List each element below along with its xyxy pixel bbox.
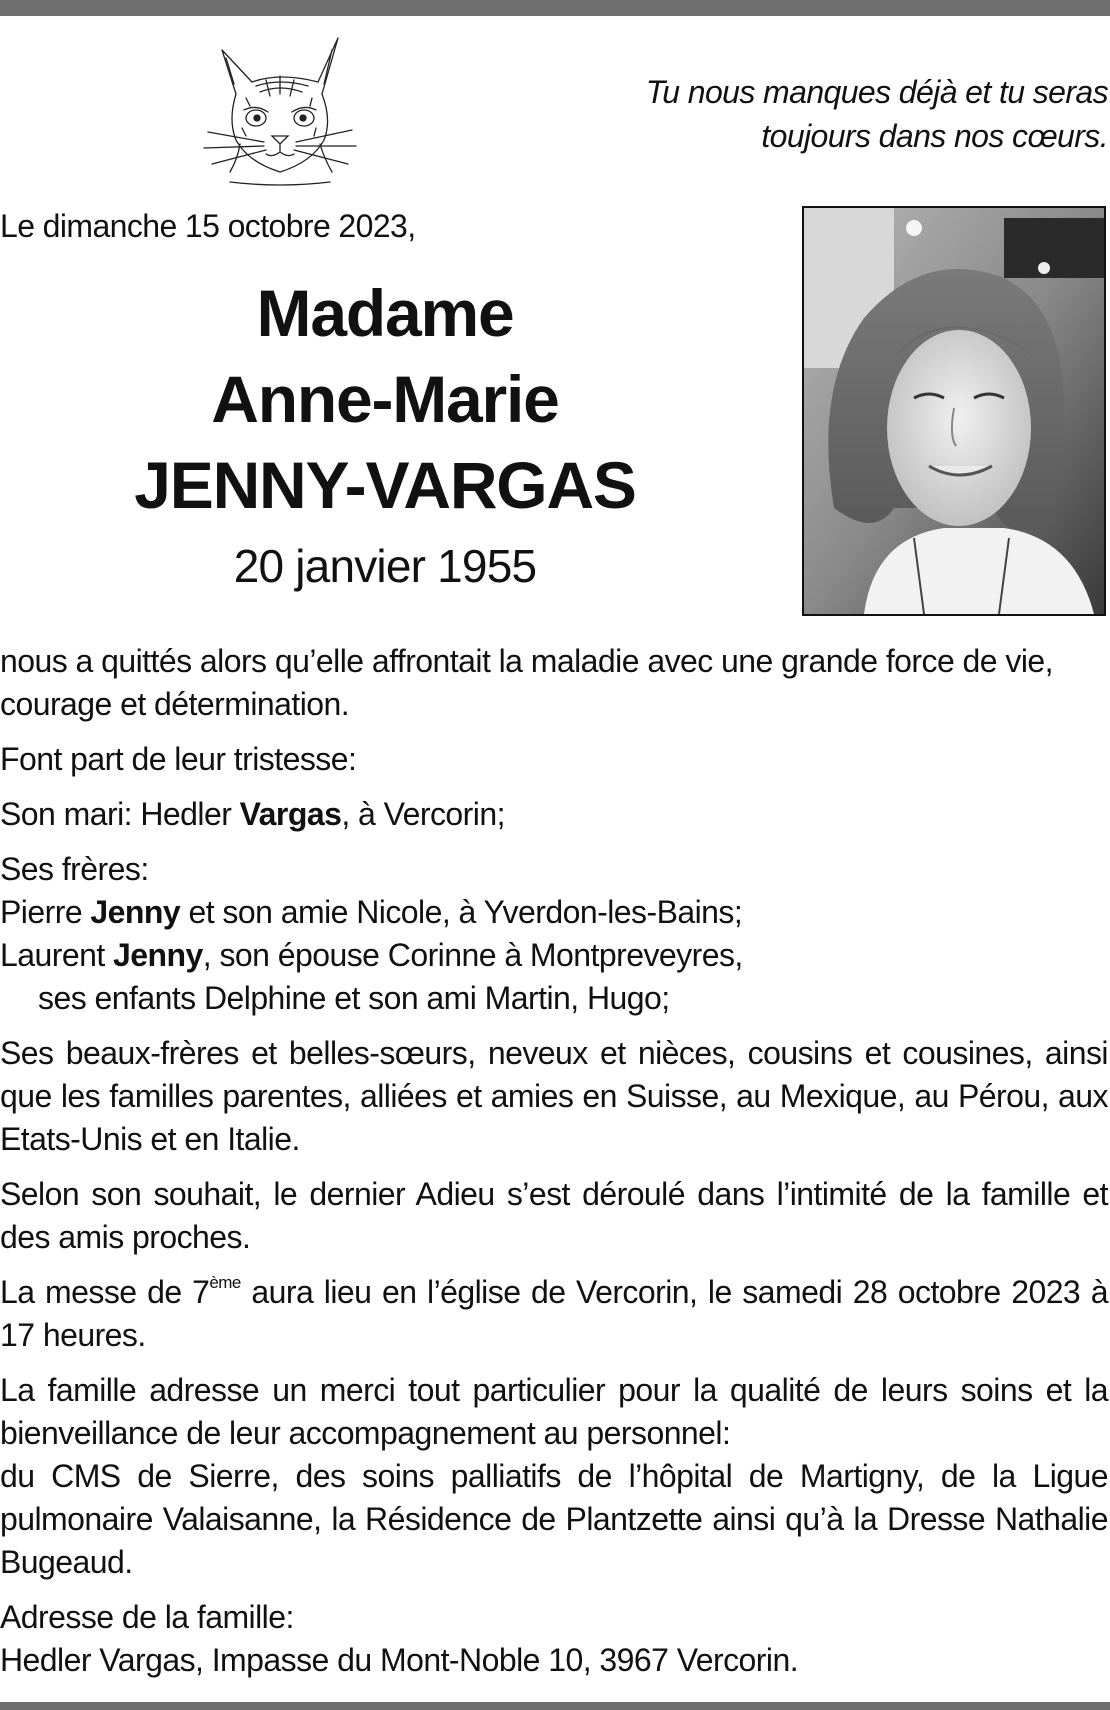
husband-prefix: Son mari: Hedler [0,796,240,832]
address-heading: Adresse de la famille: [0,1599,294,1635]
quote-line-2: toujours dans nos cœurs. [761,118,1108,154]
death-date-intro: Le dimanche 15 octobre 2023, [0,208,416,244]
top-rule [0,0,1110,16]
brother-2-line [0,934,1108,977]
mass-suffix: aura lieu en l’église de Vercorin, le samedi 28 octobre 2023 à 17 heures. [0,1274,1108,1353]
farewell-paragraph: Selon son souhait, le dernier Adieu s’est déroulé dans l’intimité de la famille et des amis proches. [0,1176,1108,1255]
obituary-body [0,640,1108,1682]
husband-suffix: , à Vercorin; [341,796,505,832]
cat-sketch-icon [200,32,360,188]
bottom-rule [0,1702,1110,1710]
deceased-title: Madame [256,276,514,350]
portrait-illustration [804,208,1104,614]
announcement-line: Font part de leur tristesse: [0,741,357,777]
deceased-last-name: JENNY-VARGAS [134,448,636,522]
brother-2-prefix: Laurent [0,937,114,973]
portrait-photo [802,206,1106,616]
relatives-paragraph: Ses beaux-frères et belles-sœurs, neveux et nièces, cousins et cousines, ainsi que les familles parentes, alliées et amies en Suisse, au Mexique, au Pérou, aux Etats-Unis et en Italie. [0,1035,1108,1157]
deceased-first-name: Anne-Marie [211,362,559,436]
brother-1-suffix: et son amie Nicole, à Yverdon-les-Bains; [180,894,743,930]
brother-2-surname: Jenny [113,937,203,973]
brother-1-surname: Jenny [90,894,181,930]
mass-prefix: La messe de 7 [0,1274,210,1310]
mass-paragraph [0,1271,1108,1357]
brother-1-line [0,891,1108,934]
husband-surname: Vargas [239,796,342,832]
family-address: Hedler Vargas, Impasse du Mont-Noble 10, 3967 Vercorin. [0,1642,799,1678]
mass-ordinal: ème [209,1273,241,1292]
thanks-list: du CMS de Sierre, des soins palliatifs de l’hôpital de Martigny, de la Ligue pulmonaire Valaisanne, la Résidence de Plantzette ainsi qu’à la Dresse Nathalie Bugeaud. [0,1458,1108,1580]
brothers-heading: Ses frères: [0,851,149,887]
birth-date: 20 janvier 1955 [233,540,537,592]
passing-statement: nous a quittés alors qu’elle affrontait la maladie avec une grande force de vie, courage et détermination. [0,643,1053,722]
brother-2-suffix: , son épouse Corinne à Montpreveyres, [202,937,743,973]
deceased-name-block [0,270,770,596]
brother-2-children: ses enfants Delphine et son ami Martin, Hugo; [38,980,670,1016]
quote-line-1: Tu nous manques déjà et tu seras [645,74,1108,110]
thanks-paragraph: La famille adresse un merci tout particulier pour la qualité de leurs soins et la bienveillance de leur accompagnement au personnel: [0,1372,1108,1451]
memorial-quote [548,70,1108,158]
brother-1-prefix: Pierre [0,894,91,930]
husband-line [0,793,1108,836]
